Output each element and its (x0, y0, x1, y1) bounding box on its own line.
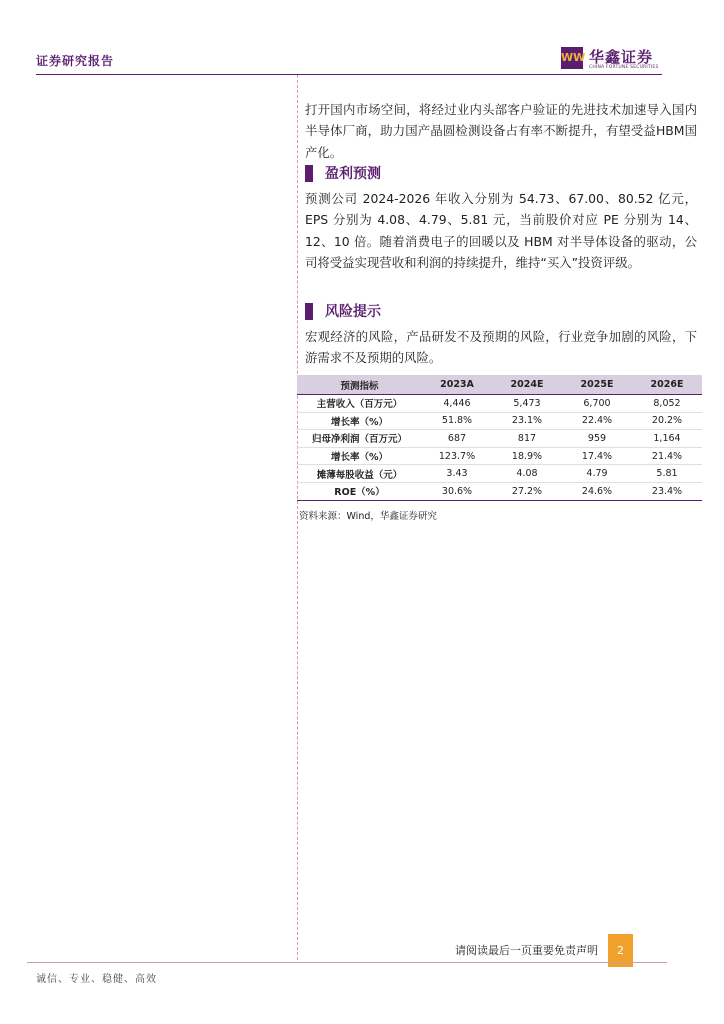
risk-paragraph: 宏观经济的风险，产品研发不及预期的风险，行业竞争加剧的风险，下游需求不及预期的风险。 (305, 329, 697, 366)
company-logo (561, 46, 661, 72)
intro-section (305, 99, 697, 163)
report-type-title: 证券研究报告 (36, 54, 115, 68)
table-header-cell: 2023A (422, 375, 492, 395)
row-label: 摊薄每股收益（元） (297, 465, 422, 483)
table-cell: 23.1% (492, 412, 562, 430)
row-label: 归母净利润（百万元） (297, 430, 422, 448)
section-marker-icon (305, 303, 313, 320)
table-cell: 22.4% (562, 412, 632, 430)
table-cell: 959 (562, 430, 632, 448)
table-cell: 27.2% (492, 482, 562, 500)
table-header-cell: 2026E (632, 375, 702, 395)
table-cell: 4,446 (422, 395, 492, 413)
row-label: 增长率（%） (297, 447, 422, 465)
table-row (297, 482, 702, 500)
page-number: 2 (608, 934, 633, 967)
profit-forecast-paragraph: 预测公司 2024-2026 年收入分别为 54.73、67.00、80.52 亿元，EPS 分别为 4.08、4.79、5.81 元，当前股价对应 PE 分别为 14、12、10 倍。随着消费电子的回暖以及 HBM 对半导体设备的驱动，公司将受益实现营收和利润的持续提升，维持“买入”投资评级。 (305, 191, 697, 270)
table-cell: 17.4% (562, 447, 632, 465)
table-row (297, 465, 702, 483)
table-cell: 1,164 (632, 430, 702, 448)
table-cell: 817 (492, 430, 562, 448)
row-label: ROE（%） (297, 482, 422, 500)
table-row (297, 412, 702, 430)
logo-name-cn: 华鑫证券 (589, 48, 654, 66)
table-cell: 4.08 (492, 465, 562, 483)
table-cell: 23.4% (632, 482, 702, 500)
header-divider (36, 74, 662, 75)
table-row (297, 447, 702, 465)
table-row (297, 395, 702, 413)
row-label: 主营收入（百万元） (297, 395, 422, 413)
table-cell: 21.4% (632, 447, 702, 465)
forecast-table (297, 375, 702, 501)
table-cell: 24.6% (562, 482, 632, 500)
table-cell: 3.43 (422, 465, 492, 483)
table-header-cell: 2024E (492, 375, 562, 395)
intro-paragraph: 打开国内市场空间，将经过业内头部客户验证的先进技术加速导入国内半导体厂商，助力国产晶圆检测设备占有率不断提升，有望受益HBM国产化。 (305, 102, 697, 160)
footer-slogan: 诚信、专业、稳健、高效 (36, 974, 157, 985)
table-cell: 18.9% (492, 447, 562, 465)
logo-mark-icon: WW (561, 47, 583, 69)
profit-forecast-title: 盈利预测 (325, 166, 381, 182)
table-header-row (297, 375, 702, 395)
row-label: 增长率（%） (297, 412, 422, 430)
profit-forecast-section (305, 163, 697, 273)
logo-name-en: CHINA FORTUNE SECURITIES (589, 65, 659, 70)
table-cell: 123.7% (422, 447, 492, 465)
table-source-note: 资料来源：Wind，华鑫证券研究 (299, 511, 437, 522)
table-cell: 5,473 (492, 395, 562, 413)
risk-section (305, 301, 697, 369)
section-marker-icon (305, 165, 313, 182)
table-cell: 4.79 (562, 465, 632, 483)
risk-title: 风险提示 (325, 304, 381, 320)
profit-forecast-heading (305, 163, 697, 183)
table-cell: 8,052 (632, 395, 702, 413)
table-header-cell: 2025E (562, 375, 632, 395)
table-header-cell: 预测指标 (297, 375, 422, 395)
table-row (297, 430, 702, 448)
risk-heading (305, 301, 697, 321)
footer-divider (27, 962, 667, 963)
table-cell: 20.2% (632, 412, 702, 430)
column-divider (297, 75, 298, 960)
table-cell: 51.8% (422, 412, 492, 430)
table-cell: 687 (422, 430, 492, 448)
table-cell: 5.81 (632, 465, 702, 483)
table-cell: 6,700 (562, 395, 632, 413)
disclaimer-text: 请阅读最后一页重要免责声明 (455, 944, 598, 957)
table-cell: 30.6% (422, 482, 492, 500)
